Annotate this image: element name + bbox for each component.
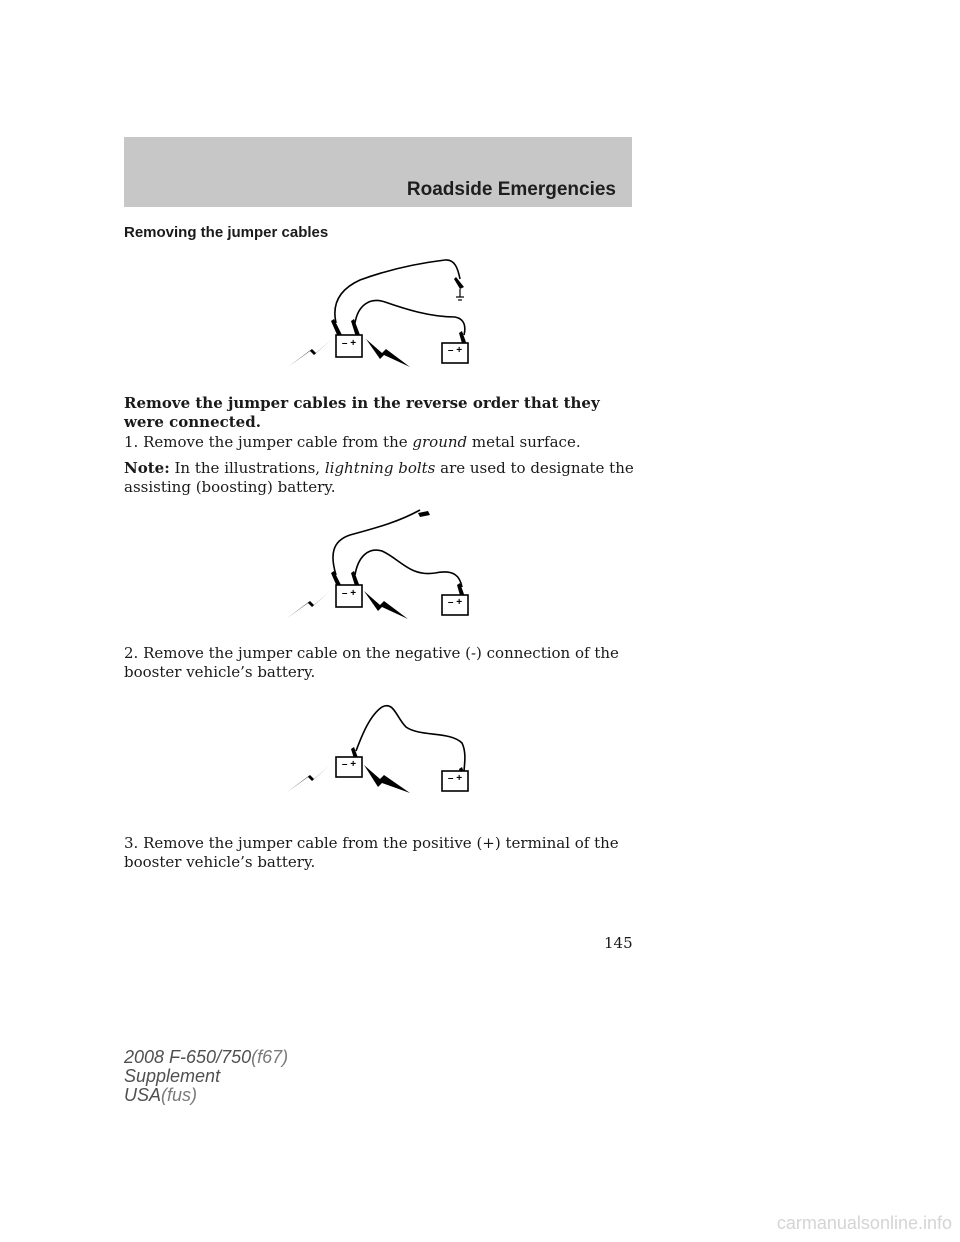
disabled-battery-icon (442, 771, 468, 791)
figure-remove-negative-cable (270, 505, 490, 625)
lightning-bolt-icon (364, 591, 408, 619)
lightning-bolt-icon (288, 339, 332, 367)
booster-battery-icon (336, 585, 362, 607)
step-3: 3. Remove the jumper cable from the positive (+) terminal of the booster vehicle’s battery. (124, 834, 619, 871)
battery-terminal-label: – + (341, 759, 357, 770)
disabled-battery-icon (442, 343, 468, 363)
step-1: 1. Remove the jumper cable from the ground metal surface. (124, 433, 581, 451)
ground-clamp-icon (454, 277, 464, 300)
negative-clamp-icon (418, 511, 430, 517)
subsection-heading: Removing the jumper cables (124, 224, 329, 241)
lightning-bolt-icon (286, 591, 330, 619)
lightning-bolt-icon (286, 765, 330, 793)
intro-paragraph: Remove the jumper cables in the reverse order that they were connected. (124, 394, 600, 431)
battery-terminal-label: – + (341, 338, 357, 349)
figure-remove-positive-cable (270, 695, 490, 805)
section-title: Roadside Emergencies (406, 179, 616, 200)
booster-battery-icon (336, 757, 362, 777)
watermark: carmanualsonline.info (776, 1213, 952, 1233)
note-label: Note: (124, 459, 170, 477)
battery-terminal-label: – + (447, 597, 463, 608)
lightning-bolt-icon (366, 339, 410, 367)
battery-terminal-label: – + (341, 588, 357, 599)
disabled-battery-icon (442, 595, 468, 615)
booster-battery-icon (336, 335, 362, 357)
header-band (124, 137, 632, 207)
figure-remove-ground-cable (270, 255, 490, 375)
battery-terminal-label: – + (447, 345, 463, 356)
lightning-bolt-icon (364, 765, 410, 793)
document-footer: 2008 F-650/750(f67) Supplement USA(fus) (124, 1047, 289, 1105)
note-paragraph: Note: In the illustrations, lightning bolts are used to designate the assisting (boosting) battery. (124, 459, 634, 496)
battery-terminal-label: – + (447, 773, 463, 784)
page-number: 145 (604, 934, 633, 952)
step-2: 2. Remove the jumper cable on the negative (-) connection of the booster vehicle’s battery. (124, 644, 619, 681)
